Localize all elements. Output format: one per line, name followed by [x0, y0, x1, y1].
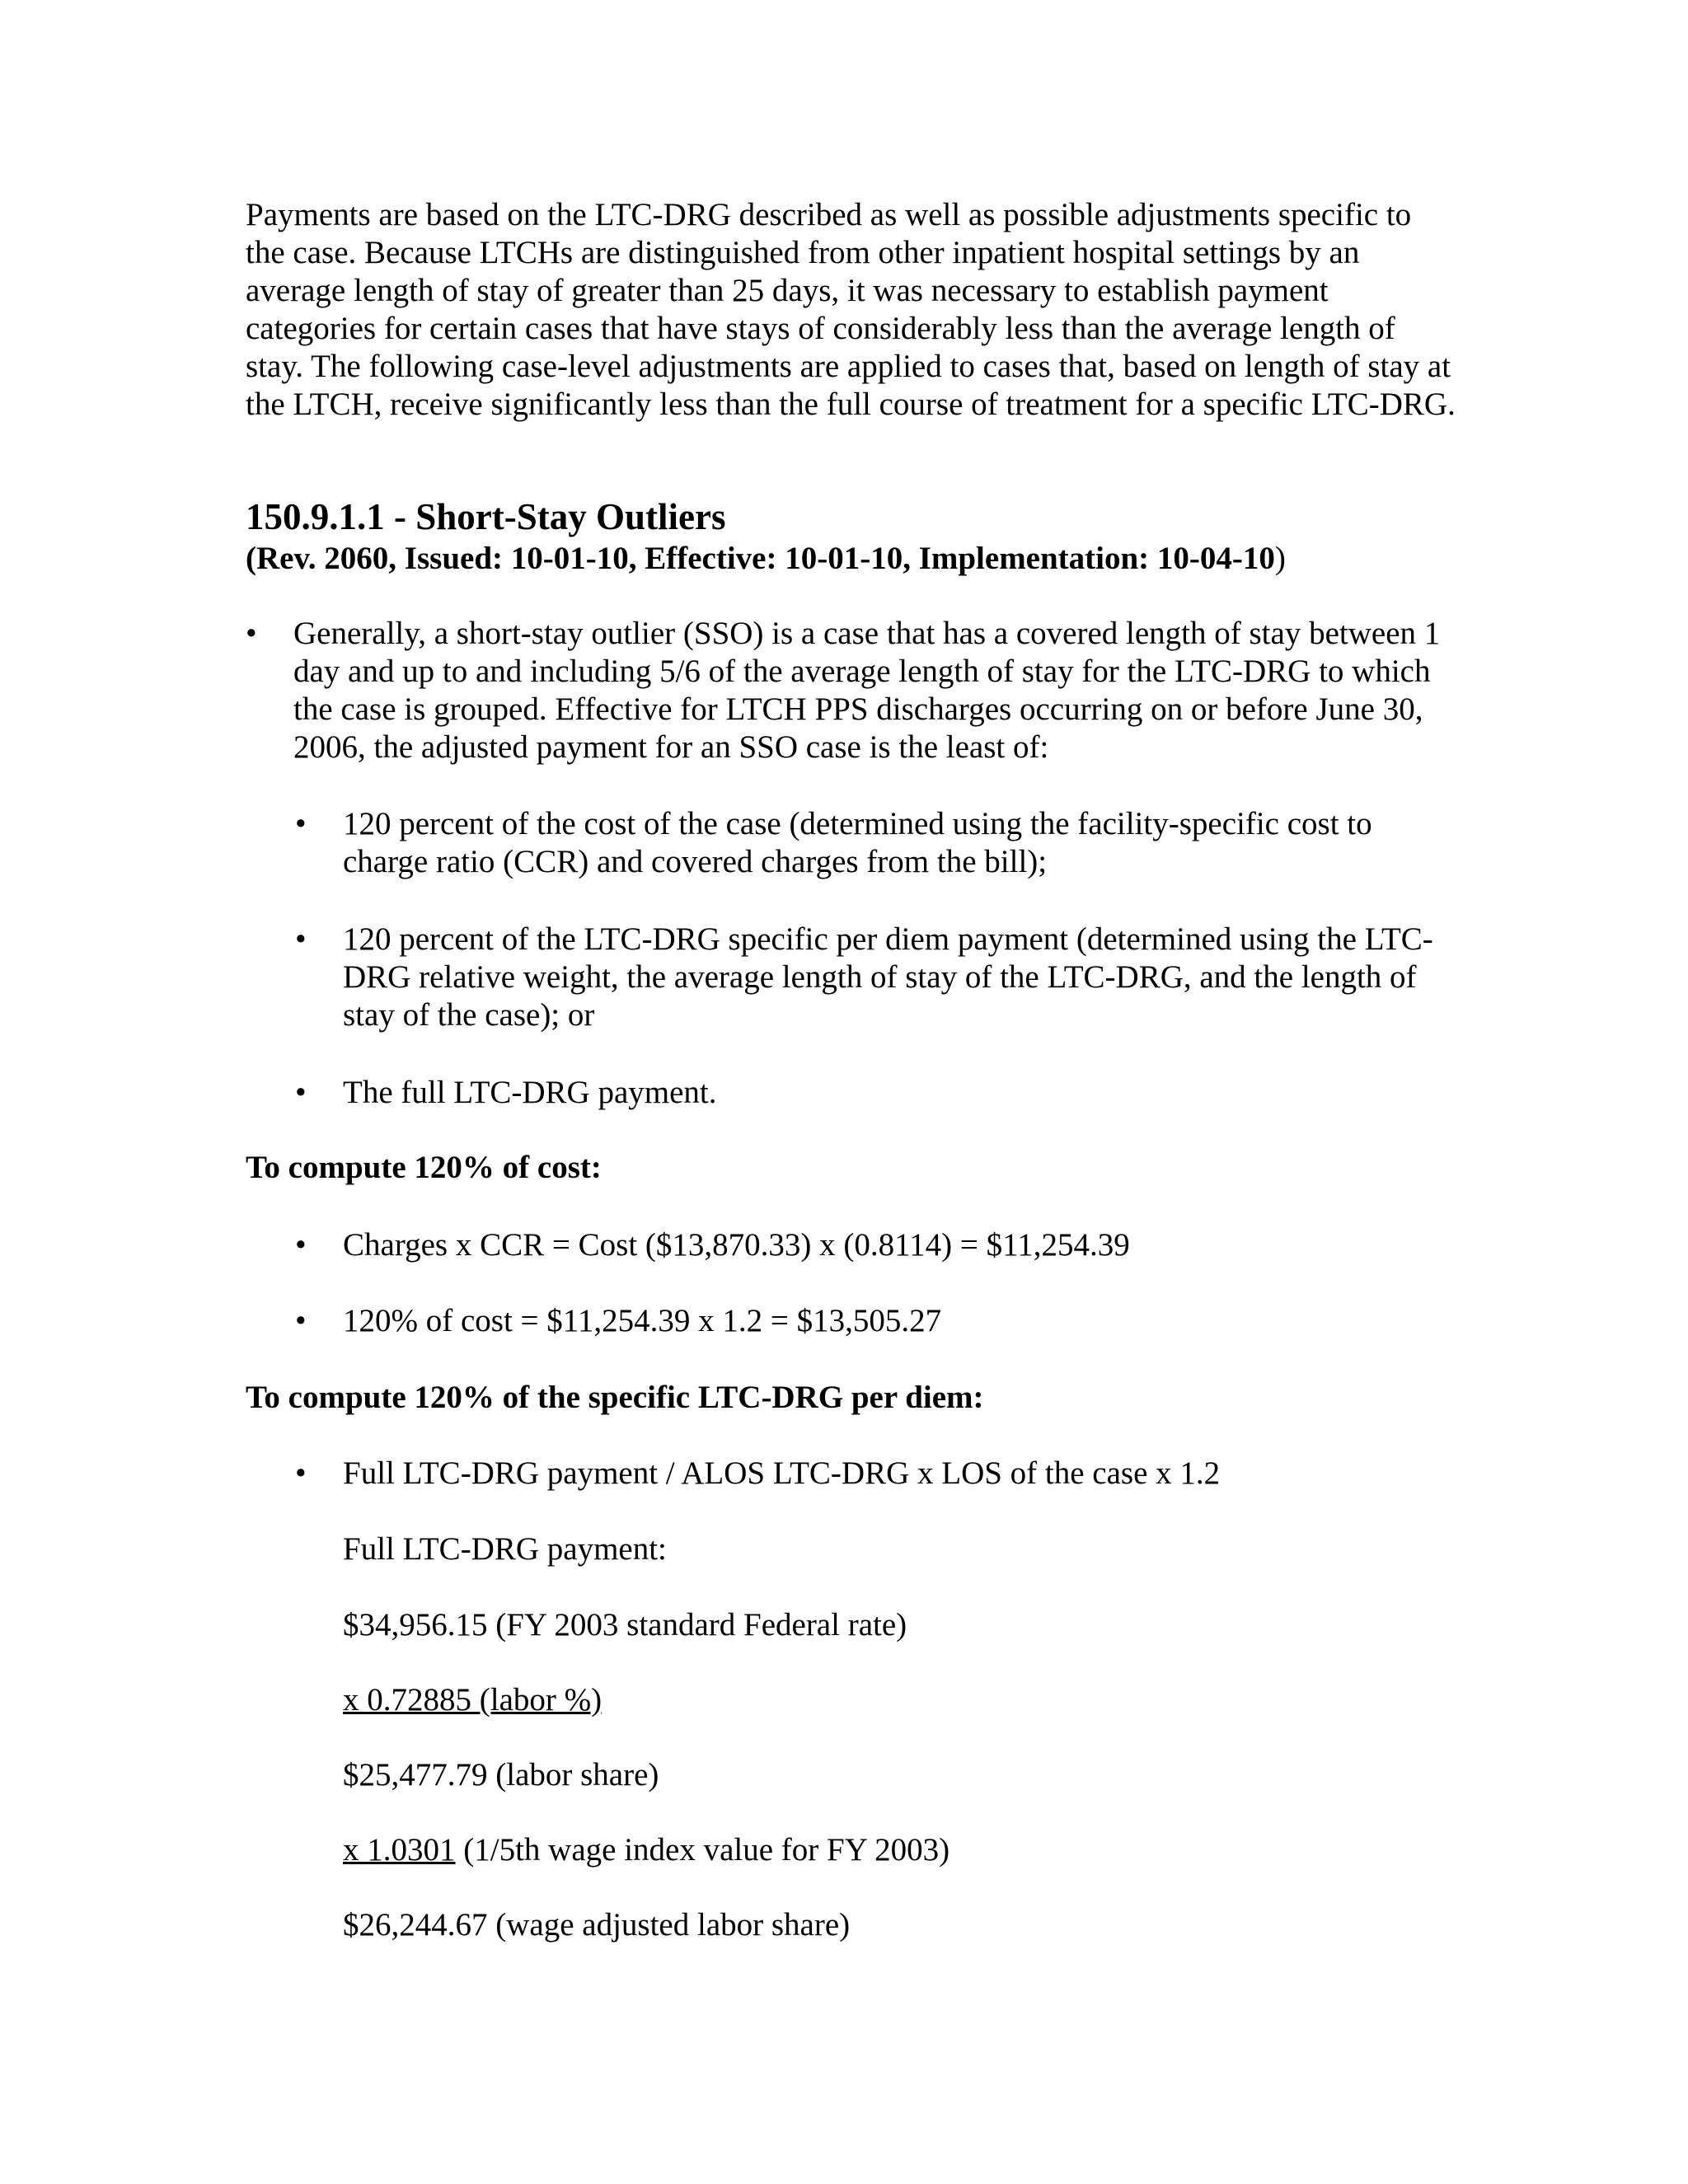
bullet-marker: •	[295, 921, 307, 957]
intro-paragraph: Payments are based on the LTC-DRG described as well as possible adjustments specific to the case. Because LTCHs are distinguished from other inpatient hospital settings by an average length of stay of greater than 25 days, it was necessary to establish payment categories for certain cases that have stays of considerably less than the average length of stay. The following case-level adjustments are applied to cases that, based on length of stay at the LTCH, receive significantly less than the full course of treatment for a specific LTC-DRG.	[246, 197, 1456, 422]
sub-bullet-text: The full LTC-DRG payment.	[343, 1075, 717, 1110]
wage-index-line	[343, 1831, 950, 1869]
cost-heading: To compute 120% of cost:	[246, 1150, 602, 1185]
wage-index-value: x 1.0301	[343, 1832, 456, 1868]
wage-index-description: (1/5th wage index value for FY 2003)	[455, 1832, 950, 1868]
bullet-marker: •	[246, 616, 257, 651]
payment-label: Full LTC-DRG payment:	[343, 1531, 667, 1567]
revision-info: (Rev. 2060, Issued: 10-01-10, Effective: 10-01-10, Implementation: 10-04-10	[246, 541, 1275, 576]
main-bullet-text: Generally, a short-stay outlier (SSO) is a case that has a covered length of stay between 1 day and up to and including 5/6 of the average length of stay for the LTC-DRG to which the case is grouped. Effective for LTCH PPS discharges occurring on or before June 30, 2006, the adjusted payment for an SSO case is the least of:	[293, 616, 1441, 765]
per-diem-formula: Full LTC-DRG payment / ALOS LTC-DRG x LOS of the case x 1.2	[343, 1455, 1221, 1491]
labor-percent: x 0.72885 (labor %)	[343, 1682, 603, 1718]
bullet-marker: •	[295, 1227, 307, 1263]
cost-item-text: 120% of cost = $11,254.39 x 1.2 = $13,505.27	[343, 1303, 942, 1338]
bullet-marker: •	[295, 806, 307, 841]
revision-close-paren: )	[1274, 541, 1286, 576]
labor-share: $25,477.79 (labor share)	[343, 1757, 659, 1793]
sub-bullet-text: 120 percent of the LTC-DRG specific per diem payment (determined using the LTC-DRG relative weight, the average length of stay of the LTC-DRG, and the length of stay of the case); or	[343, 921, 1433, 1033]
cost-item-text: Charges x CCR = Cost ($13,870.33) x (0.8114) = $11,254.39	[343, 1227, 1130, 1263]
sub-bullet-text: 120 percent of the cost of the case (determined using the facility-specific cost to charge ratio (CCR) and covered charges from the bill);	[343, 806, 1372, 879]
federal-rate: $34,956.15 (FY 2003 standard Federal rate)	[343, 1607, 907, 1643]
section-title: 150.9.1.1 - Short-Stay Outliers	[246, 496, 726, 537]
revision-line	[246, 540, 1286, 578]
wage-adjusted-labor-share: $26,244.67 (wage adjusted labor share)	[343, 1907, 851, 1943]
per-diem-heading: To compute 120% of the specific LTC-DRG per diem:	[246, 1380, 984, 1415]
bullet-marker: •	[295, 1303, 307, 1338]
bullet-marker: •	[295, 1075, 307, 1110]
bullet-marker: •	[295, 1455, 307, 1491]
